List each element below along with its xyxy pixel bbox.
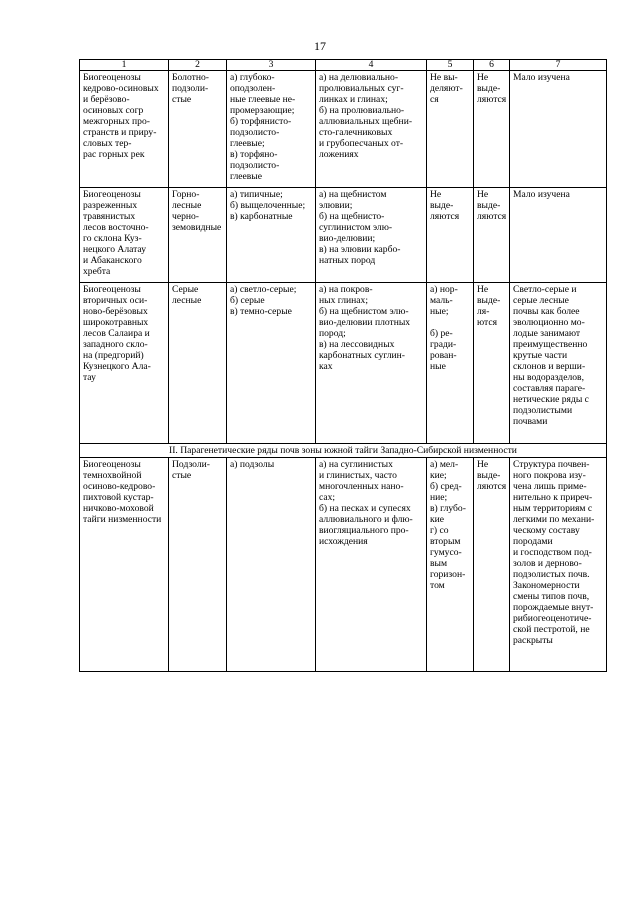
biogeocenosis-cell: Биогеоценозы темнохвойной осиново-кедрово- пихтовой кустар- ничково-моховой тайги низменности xyxy=(80,458,169,672)
soil-type-cell: Болотно- подзоли- стые xyxy=(169,71,227,188)
subtype-cell: а) светло-серые; б) серые в) темно-серые xyxy=(227,283,316,444)
table-row xyxy=(80,188,607,283)
subtype-cell: а) глубоко- оподзолен- ные глеевые не- промерзающие; б) торфянисто- подзолисто- глеевые; в) торфяно- подзолисто- глеевые xyxy=(227,71,316,188)
table-row xyxy=(80,283,607,444)
variety-cell: а) нор- маль- ные; б) ре- гради- рован- ные xyxy=(427,283,474,444)
note-cell: Мало изучена xyxy=(510,71,607,188)
header-cell: 7 xyxy=(510,60,607,71)
header-cell: 6 xyxy=(474,60,510,71)
variety-cell: Не вы- деляют- ся xyxy=(427,71,474,188)
biogeocenosis-cell: Биогеоценозы разреженных травянистых лесов восточно- го склона Куз- нецкого Алатау и Абаканского хребта xyxy=(80,188,169,283)
section-row xyxy=(80,444,607,458)
parent-rock-cell: а) на суглинистых и глинистых, часто многочленных нано- сах; б) на песках и супесях аллювиального и флю- виогляциального про- исхождения xyxy=(316,458,427,672)
header-row xyxy=(80,60,607,71)
header-cell: 1 xyxy=(80,60,169,71)
parent-rock-cell: а) на щебнистом элювии; б) на щебнисто- суглинистом элю- вио-делювии; в) на элювии карбо- натных пород xyxy=(316,188,427,283)
soil-type-cell: Подзоли- стые xyxy=(169,458,227,672)
soil-paragenetic-table xyxy=(79,59,607,672)
section-title: II. Парагенетические ряды почв зоны южной тайги Западно-Сибирской низменности xyxy=(80,444,607,458)
header-cell: 5 xyxy=(427,60,474,71)
variety-cell: Не выде- ляются xyxy=(474,188,510,283)
variety-cell: а) мел- кие; б) сред- ние; в) глубо- кие г) со вторым гумусо- вым горизон- том xyxy=(427,458,474,672)
subtype-cell: а) типичные; б) выщелоченные; в) карбонатные xyxy=(227,188,316,283)
header-cell: 3 xyxy=(227,60,316,71)
note-cell: Мало изучена xyxy=(510,188,607,283)
parent-rock-cell: а) на покров- ных глинах; б) на щебнистом элю- вио-делювии плотных пород; в) на лессовидных карбонатных суглин- ках xyxy=(316,283,427,444)
subtype-cell: а) подзолы xyxy=(227,458,316,672)
variety-cell: Не выде- ляются xyxy=(474,458,510,672)
variety-cell: Не выде- ляются xyxy=(474,71,510,188)
parent-rock-cell: а) на делювиально- пролювиальных суг- линках и глинах; б) на пролювиально- аллювиальных щебни- сто-галечниковых и грубопесчаных от- ложениях xyxy=(316,71,427,188)
note-cell: Структура почвен- ного покрова изу- чена лишь приме- нительно к приреч- ным территориям с легкими по механи- ческому составу породами и господством под- золов и дерново- подзолистых почв. Закономерности смены типов почв, порождаемые внут- рибиогеоценотиче- ской пестротой, не раскрыты xyxy=(510,458,607,672)
table-row xyxy=(80,458,607,672)
header-cell: 2 xyxy=(169,60,227,71)
variety-cell: Не выде- ляются xyxy=(427,188,474,283)
note-cell: Светло-серые и серые лесные почвы как более эволюционно мо- лодые занимают преимущественно крутые части склонов и верши- ны водоразделов, составляя параге- нетические ряды с подзолистыми почвами xyxy=(510,283,607,444)
soil-type-cell: Горно- лесные черно- земовидные xyxy=(169,188,227,283)
table-row xyxy=(80,71,607,188)
variety-cell: Не выде- ля- ются xyxy=(474,283,510,444)
biogeocenosis-cell: Биогеоценозы вторичных оси- ново-берёзовых широкотравных лесов Салаира и западного скло- на (предгорий) Кузнецкого Ала- тау xyxy=(80,283,169,444)
header-cell: 4 xyxy=(316,60,427,71)
biogeocenosis-cell: Биогеоценозы кедрово-осиновых и берёзово- осиновых согр межгорных про- странств и приру- словых тер- рас горных рек xyxy=(80,71,169,188)
page-number: 17 xyxy=(314,39,326,53)
soil-type-cell: Серые лесные xyxy=(169,283,227,444)
